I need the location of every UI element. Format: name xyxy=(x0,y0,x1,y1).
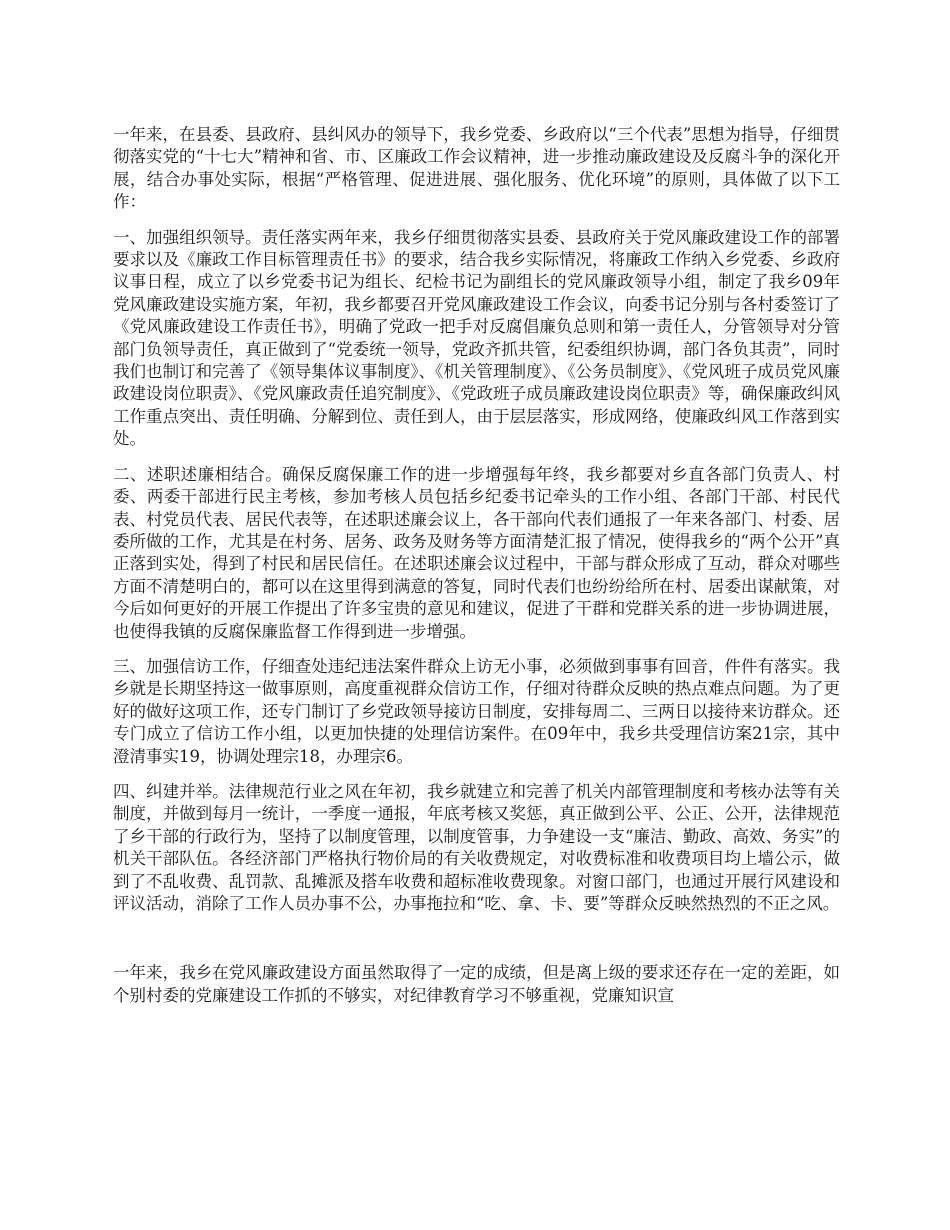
paragraph-gap xyxy=(113,928,840,962)
paragraph-organization-leadership: 一、加强组织领导。责任落实两年来，我乡仔细贯彻落实县委、县政府关于党风廉政建设工作的部署要求以及《廉政工作目标管理责任书》的要求，结合我乡实际情况，将廉政工作纳入乡党委、乡政府议事日程，成立了以乡党委书记为组长、纪检书记为副组长的党风廉政领导小组，制定了我乡09年党风廉政建设实施方案，年初，我乡都要召开党风廉政建设工作会议，向委书记分别与各村委签订了《党风廉政建设工作责任书》，明确了党政一把手对反腐倡廉负总则和第一责任人，分管领导对分管部门负领导责任，真正做到了“党委统一领导，党政齐抓共管，纪委组织协调，部门各负其责”，同时我们也制订和完善了《领导集体议事制度》、《机关管理制度》、《公务员制度》、《党风班子成员党风廉政建设岗位职责》、《党风廉政责任追究制度》、《党政班子成员廉政建设岗位职责》等，确保廉政纠风工作重点突出、责任明确、分解到位、责任到人，由于层层落实，形成网络，使廉政纠风工作落到实处。 xyxy=(113,227,840,449)
paragraph-summary: 一年来，我乡在党风廉政建设方面虽然取得了一定的成绩，但是离上级的要求还存在一定的差距，如个别村委的党廉建设工作抓的不够实，对纪律教育学习不够重视，党廉知识宣 xyxy=(113,963,840,1005)
paragraph-petition-work: 三、加强信访工作，仔细查处违纪违法案件群众上访无小事，必须做到事事有回音，件件有落实。我乡就是长期坚持这一做事原则，高度重视群众信访工作，仔细对待群众反映的热点难点问题。为了更好的做好这项工作，还专门制订了乡党政领导接访日制度，安排每周二、三两日以接待来访群众。还专门成立了信访工作小组，以更加快捷的处理信访案件。在09年中，我乡共受理信访案21宗，其中澄清事实19，协调处理宗18，办理宗6。 xyxy=(113,656,840,766)
paragraph-intro: 一年来，在县委、县政府、县纠风办的领导下，我乡党委、乡政府以“三个代表”思想为指导，仔细贯彻落实党的“十七大”精神和省、市、区廉政工作会议精神，进一步推动廉政建设及反腐斗争的深化开展，结合办事处实际，根据“严格管理、促进进展、强化服务、优化环境”的原则，具体做了以下工作： xyxy=(113,125,840,212)
document-body xyxy=(113,124,840,1020)
paragraph-rectification: 四、纠建并举。法律规范行业之风在年初，我乡就建立和完善了机关内部管理制度和考核办法等有关制度，并做到每月一统计，一季度一通报，年底考核又奖惩，真正做到公平、公正、公开，法律规范了乡干部的行政行为，坚持了以制度管理，以制度管事，力争建设一支“廉洁、勤政、高效、务实”的机关干部队伍。各经济部门严格执行物价局的有关收费规定，对收费标准和收费项目均上墙公示，做到了不乱收费、乱罚款、乱摊派及搭车收费和超标准收费现象。对窗口部门，也通过开展行风建设和评议活动，消除了工作人员办事不公，办事拖拉和“吃、拿、卡、要”等群众反映然热烈的不正之风。 xyxy=(113,781,840,913)
paragraph-duty-report: 二、述职述廉相结合。确保反腐保廉工作的进一步增强每年终，我乡都要对乡直各部门负责人、村委、两委干部进行民主考核，参加考核人员包括乡纪委书记牵头的工作小组、各部门干部、村民代表、村党员代表、居民代表等，在述职述廉会议上，各干部向代表们通报了一年来各部门、村委、居委所做的工作，尤其是在村务、居务、政务及财务等方面清楚汇报了情况，使得我乡的“两个公开”真正落到实处，得到了村民和居民信任。在述职述廉会议过程中，干部与群众形成了互动，群众对哪些方面不清楚明白的，都可以在这里得到满意的答复，同时代表们也纷纷给所在村、居委出谋献策，对今后如何更好的开展工作提出了许多宝贵的意见和建议，促进了干群和党群关系的进一步协调进展，也使得我镇的反腐保廉监督工作得到进一步增强。 xyxy=(113,464,840,641)
